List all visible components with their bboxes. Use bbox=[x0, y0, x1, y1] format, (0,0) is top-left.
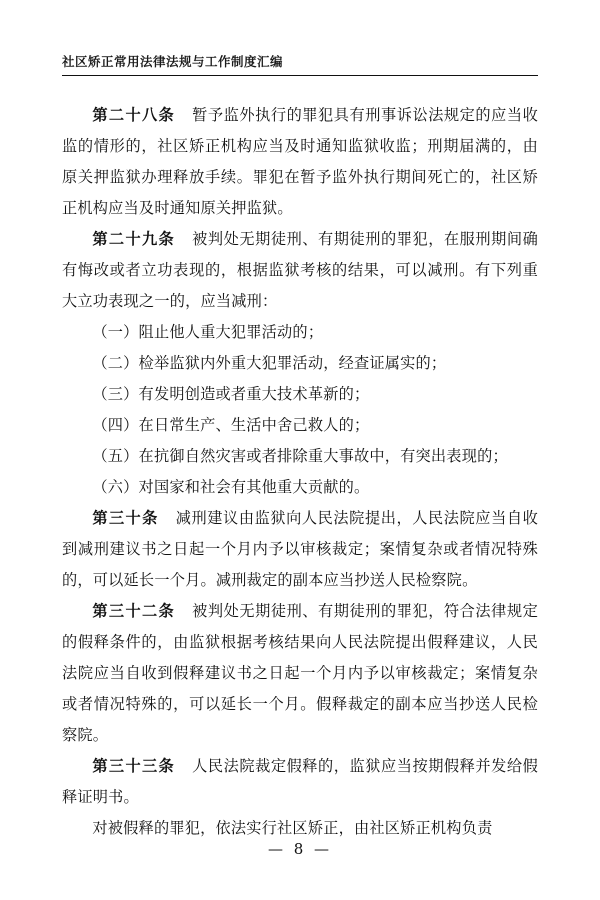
body-text bbox=[62, 100, 538, 844]
list-item-text: （二）检举监狱内外重大犯罪活动，经查证属实的； bbox=[92, 354, 447, 372]
paragraph bbox=[62, 751, 538, 813]
list-item bbox=[62, 317, 538, 348]
paragraph-text: 暂予监外执行的罪犯具有刑事诉讼法规定的应当收监的情形的，社区矫正机构应当及时通知监狱收监；刑期届满的，由原关押监狱办理释放手续。罪犯在暂予监外执行期间死亡的，社区矫正机构应当及时通知原关押监狱。 bbox=[62, 106, 538, 217]
paragraph-text: 被判处无期徒刑、有期徒刑的罪犯，符合法律规定的假释条件的，由监狱根据考核结果向人民法院提出假释建议，人民法院应当自收到假释建议书之日起一个月内予以审核裁定；案情复杂或者情况特殊的，可以延长一个月。假释裁定的副本应当抄送人民检察院。 bbox=[62, 602, 538, 744]
running-header: 社区矫正常用法律法规与工作制度汇编 bbox=[62, 54, 284, 69]
article-number: 第三十三条 bbox=[92, 757, 176, 775]
paragraph-text: 被判处无期徒刑、有期徒刑的罪犯，在服刑期间确有悔改或者立功表现的，根据监狱考核的结果，可以减刑。有下列重大立功表现之一的，应当减刑： bbox=[62, 230, 538, 310]
paragraph bbox=[62, 503, 538, 596]
list-item-text: （五）在抗御自然灾害或者排除重大事故中，有突出表现的； bbox=[92, 447, 508, 465]
list-item bbox=[62, 410, 538, 441]
article-number: 第二十八条 bbox=[92, 106, 176, 124]
list-item-text: （一）阻止他人重大犯罪活动的； bbox=[92, 323, 324, 341]
list-item bbox=[62, 379, 538, 410]
paragraph bbox=[62, 100, 538, 224]
paragraph-text: 对被假释的罪犯，依法实行社区矫正，由社区矫正机构负责 bbox=[92, 819, 493, 837]
list-item-text: （三）有发明创造或者重大技术革新的； bbox=[92, 385, 370, 403]
article-number: 第二十九条 bbox=[92, 230, 176, 248]
paragraph-text: 减刑建议由监狱向人民法院提出，人民法院应当自收到减刑建议书之日起一个月内予以审核裁定；案情复杂或者情况特殊的，可以延长一个月。减刑裁定的副本应当抄送人民检察院。 bbox=[62, 509, 538, 589]
list-item-text: （四）在日常生产、生活中舍己救人的； bbox=[92, 416, 370, 434]
article-number: 第三十二条 bbox=[92, 602, 176, 620]
list-item bbox=[62, 472, 538, 503]
paragraph bbox=[62, 224, 538, 317]
article-number: 第三十条 bbox=[92, 509, 159, 527]
header-divider bbox=[62, 75, 538, 76]
list-item-text: （六）对国家和社会有其他重大贡献的。 bbox=[92, 478, 370, 496]
paragraph-text: 人民法院裁定假释的，监狱应当按期假释并发给假释证明书。 bbox=[62, 757, 538, 806]
list-item bbox=[62, 348, 538, 379]
paragraph bbox=[62, 596, 538, 751]
page-number: — 8 — bbox=[267, 840, 333, 858]
list-item bbox=[62, 441, 538, 472]
